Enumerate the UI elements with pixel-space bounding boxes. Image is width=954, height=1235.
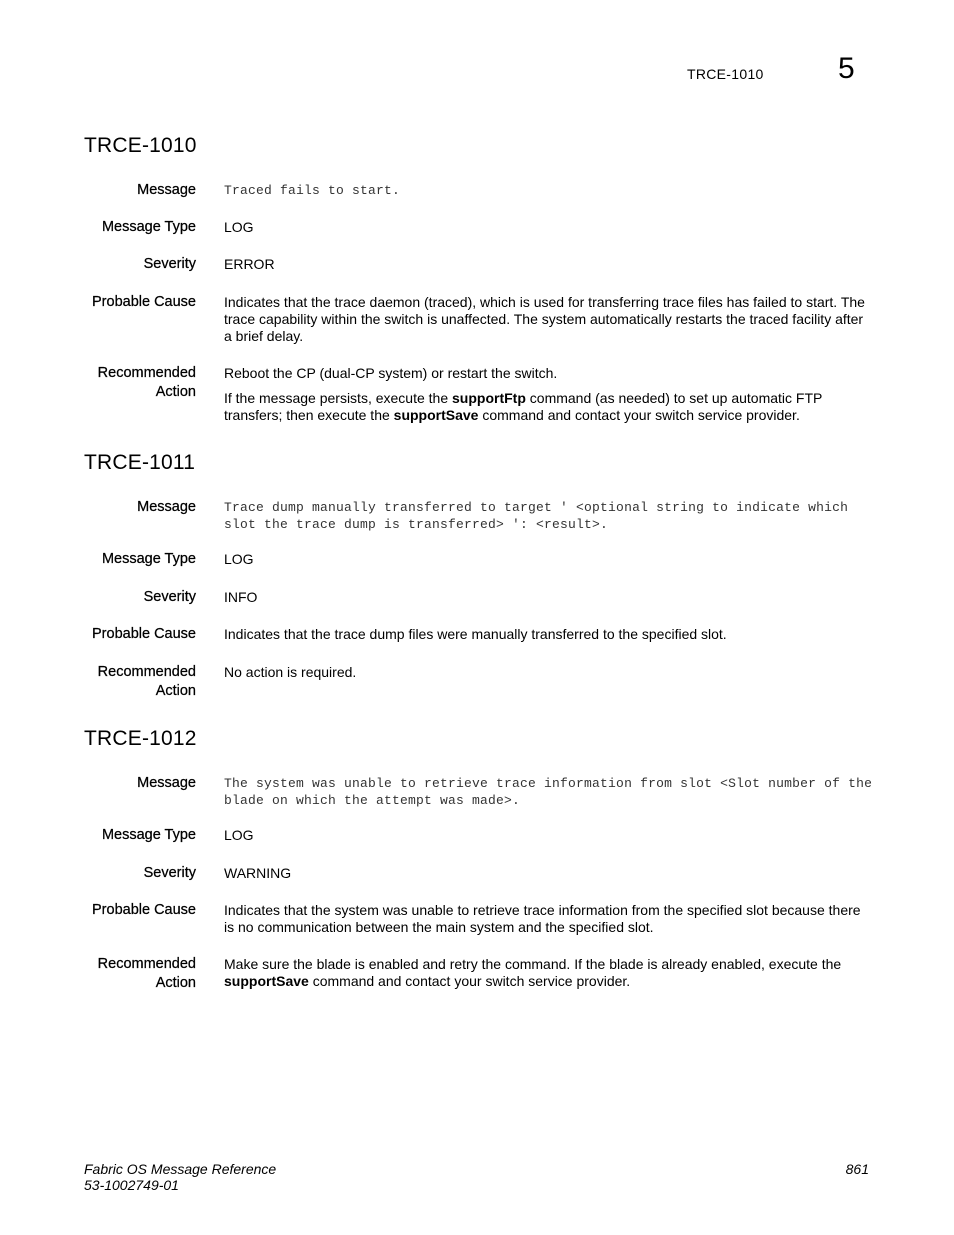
action-text: command and contact your switch service provider. (308, 973, 631, 989)
label-severity: Severity (143, 865, 196, 881)
action-text: If the message persists, execute the (224, 390, 453, 406)
command-supportftp: supportFtp (452, 390, 526, 406)
label-message: Message (137, 499, 196, 515)
recommended-action-text: No action is required. (224, 664, 357, 680)
message-line-2: slot the trace dump is transferred> ': <result>. (224, 517, 609, 532)
message-type-value: LOG (224, 551, 254, 567)
command-supportsave: supportSave (224, 973, 309, 989)
recommended-action-text (224, 956, 874, 990)
action-text: command (as needed) to set up automatic FTP transfers; then execute the (224, 390, 823, 423)
message-line-2: blade on which the attempt was made>. (224, 793, 521, 808)
message-text (224, 775, 874, 809)
label-probable-cause: Probable Cause (92, 902, 196, 918)
label-probable-cause: Probable Cause (92, 626, 196, 642)
message-text: Traced fails to start. (224, 183, 401, 198)
label-message: Message (137, 182, 196, 198)
section-title-trce-1010: TRCE-1010 (84, 134, 197, 157)
footer-doc-title: Fabric OS Message Reference (84, 1161, 277, 1177)
severity-value: INFO (224, 589, 258, 605)
message-line-1: Trace dump manually transferred to target ' <optional string to indicate which (224, 500, 849, 515)
label-severity: Severity (143, 256, 196, 272)
label-action: Action (155, 384, 196, 400)
label-message-type: Message Type (101, 551, 196, 567)
label-recommended-action (46, 663, 196, 701)
severity-value: WARNING (224, 865, 292, 881)
label-probable-cause: Probable Cause (92, 294, 196, 310)
action-text: Make sure the blade is enabled and retry the command. If the blade is already enabled, execute the (224, 956, 842, 972)
command-supportsave: supportSave (393, 407, 479, 423)
running-header-code: TRCE-1010 (687, 66, 764, 82)
footer-doc-number: 53-1002749-01 (84, 1177, 179, 1193)
label-recommended: Recommended (97, 956, 196, 972)
label-recommended-action (46, 364, 196, 402)
label-recommended: Recommended (97, 365, 196, 381)
label-message-type: Message Type (101, 219, 196, 235)
section-title-trce-1011: TRCE-1011 (84, 451, 196, 474)
probable-cause-text: Indicates that the system was unable to retrieve trace information from the specified slot because there is no communication between the main system and the specified slot. (224, 902, 861, 935)
action-text: command and contact your switch service provider. (478, 407, 800, 423)
label-action: Action (155, 975, 196, 991)
section-title-trce-1012: TRCE-1012 (84, 727, 197, 750)
label-message: Message (137, 775, 196, 791)
label-recommended: Recommended (97, 664, 196, 680)
label-message-type: Message Type (101, 827, 196, 843)
probable-cause-text: Indicates that the trace dump files were manually transferred to the specified slot. (224, 626, 727, 642)
label-recommended-action (46, 955, 196, 993)
probable-cause-text: Indicates that the trace daemon (traced), which is used for transferring trace files has failed to start. The trace capability within the switch is unaffected. The system automatically restarts the traced facility after a brief delay. (224, 294, 865, 344)
severity-value: ERROR (224, 256, 275, 272)
footer-left (84, 1161, 276, 1193)
footer-page-number: 861 (845, 1161, 869, 1177)
action-paragraph-2 (224, 390, 874, 424)
message-line-1: The system was unable to retrieve trace information from slot <Slot number of the (224, 776, 873, 791)
label-action: Action (155, 683, 196, 699)
message-type-value: LOG (224, 827, 254, 843)
action-paragraph-1: Reboot the CP (dual-CP system) or restart the switch. (224, 365, 558, 381)
label-severity: Severity (143, 589, 196, 605)
recommended-action-text (224, 365, 874, 424)
message-text (224, 499, 874, 533)
chapter-number: 5 (838, 52, 855, 85)
message-type-value: LOG (224, 219, 254, 235)
